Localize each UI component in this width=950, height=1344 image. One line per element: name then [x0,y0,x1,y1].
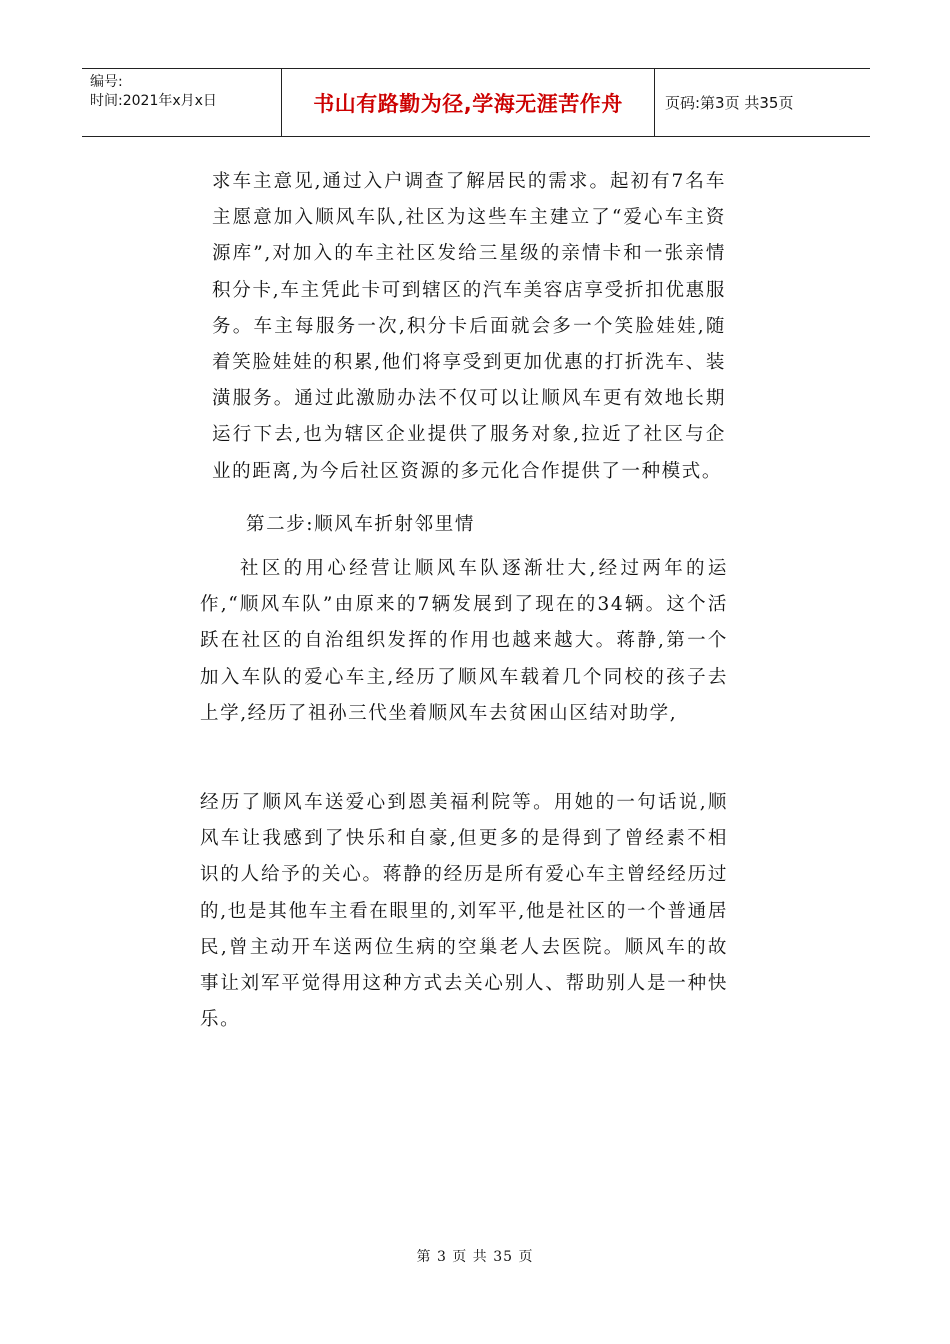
body-paragraph-3: 经历了顺风车送爱心到恩美福利院等。用她的一句话说,顺风车让我感到了快乐和自豪,但更多的是得到了曾经素不相识的人给予的关心。蒋静的经历是所有爱心车主曾经经历过的,也是其他车主看在眼里的,刘军平,他是社区的一个普通居民,曾主动开车送两位生病的空巢老人去医院。顺风车的故事让刘军平觉得用这种方式去关心别人、帮助别人是一种快乐。 [200,792,728,1031]
header-motto: 书山有路勤为径,学海无涯苦作舟 [282,69,655,136]
document-number-label: 编号: [90,74,123,90]
document-time-label: 时间:2021年x月x日 [90,93,217,109]
section-heading-step2: 第二步:顺风车折射邻里情 [246,514,475,535]
body-paragraph-1: 求车主意见,通过入户调查了解居民的需求。起初有7名车主愿意加入顺风车队,社区为这些车主建立了“爱心车主资源库”,对加入的车主社区发给三星级的亲情卡和一张亲情积分卡,车主凭此卡可到辖区的汽车美容店享受折扣优惠服务。车主每服务一次,积分卡后面就会多一个笑脸娃娃,随着笑脸娃娃的积累,他们将享受到更加优惠的打折洗车、装潢服务。通过此激励办法不仅可以让顺风车更有效地长期运行下去,也为辖区企业提供了服务对象,拉近了社区与企业的距离,为今后社区资源的多元化合作提供了一种模式。 [212,171,726,482]
header-page-info: 页码:第3页 共35页 [665,94,794,112]
body-paragraph-2: 社区的用心经营让顺风车队逐渐壮大,经过两年的运作,“顺风车队”由原来的7辆发展到了现在的34辆。这个活跃在社区的自治组织发挥的作用也越来越大。蒋静,第一个加入车队的爱心车主,经历了顺风车载着几个同校的孩子去上学,经历了祖孙三代坐着顺风车去贫困山区结对助学, [200,558,728,724]
header-meta-cell [82,69,282,136]
page-footer: 第 3 页 共 35 页 [416,1249,534,1265]
page-header [82,68,870,137]
